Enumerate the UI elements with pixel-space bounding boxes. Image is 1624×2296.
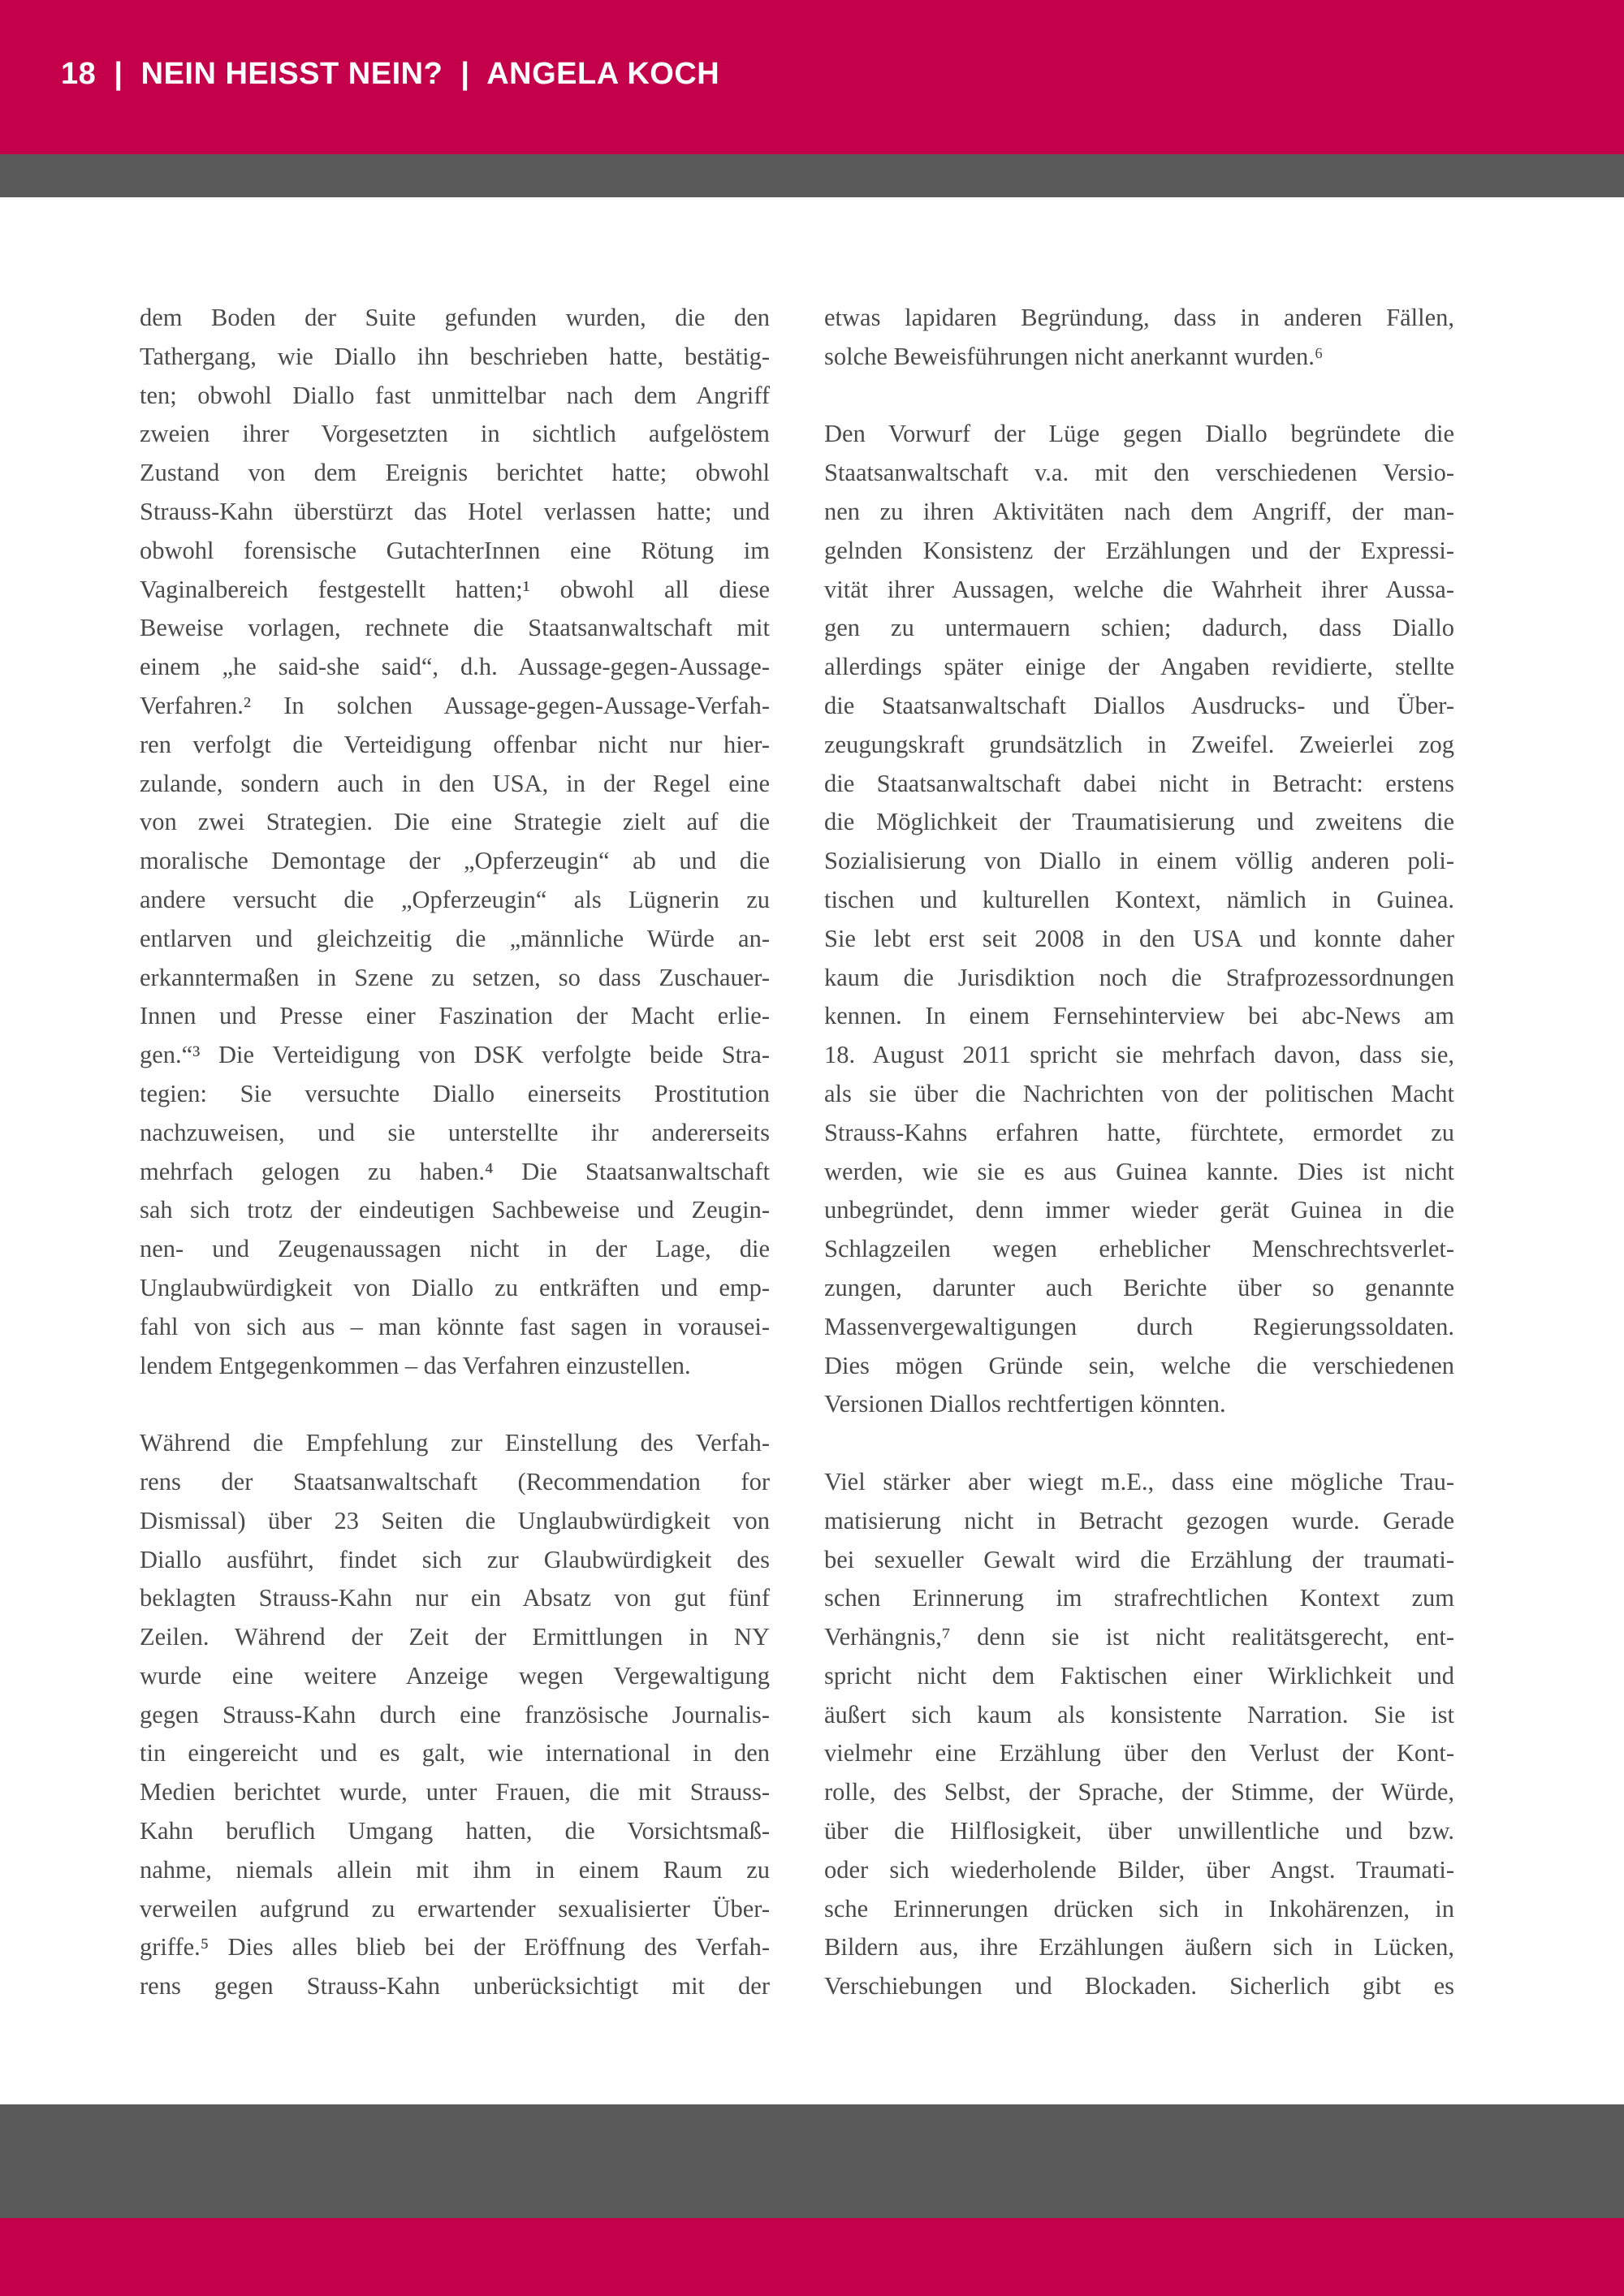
- text-line: kaum die Jurisdiktion noch die Strafprozessordnungen: [824, 963, 1454, 991]
- text-line: Strauss-Kahns erfahren hatte, fürchtete, ermordet zu: [824, 1118, 1454, 1146]
- text-line: spricht nicht dem Faktischen einer Wirklichkeit und: [824, 1661, 1454, 1690]
- text-line: die Staatsanwaltschaft dabei nicht in Betracht: erstens: [824, 769, 1454, 797]
- text-line: entlarven und gleichzeitig die „männliche Würde an-: [140, 924, 770, 952]
- text-line: Sozialisierung von Diallo in einem völlig anderen poli-: [824, 847, 1454, 875]
- text-line: Zeilen. Während der Zeit der Ermittlungen in NY: [140, 1623, 770, 1651]
- text-line: allerdings später einige der Angaben revidierte, stellte: [824, 653, 1454, 681]
- text-line: schen Erinnerung im strafrechtlichen Kontext zum: [824, 1584, 1454, 1612]
- text-line: ren verfolgt die Verteidigung offenbar nicht nur hier-: [140, 730, 770, 758]
- text-line: Schlagzeilen wegen erheblicher Menschrechtsverlet-: [824, 1235, 1454, 1263]
- footer-band: [0, 2218, 1624, 2296]
- text-line: mehrfach gelogen zu haben.⁴ Die Staatsanwaltschaft: [140, 1157, 770, 1185]
- text-line: Massenvergewaltigungen durch Regierungssoldaten.: [824, 1312, 1454, 1340]
- text-line: nahme, niemals allein mit ihm in einem Raum zu: [140, 1855, 770, 1884]
- text-line: sah sich trotz der eindeutigen Sachbeweise und Zeugin-: [140, 1196, 770, 1224]
- text-line: Viel stärker aber wiegt m.E., dass eine mögliche Trau-: [824, 1467, 1454, 1495]
- text-line: die Staatsanwaltschaft Diallos Ausdrucks- und Über-: [824, 691, 1454, 719]
- text-line: andere versucht die „Opferzeugin“ als Lügnerin zu: [140, 885, 770, 913]
- text-line: nen- und Zeugenaussagen nicht in der Lage, die: [140, 1235, 770, 1263]
- text-line: kennen. In einem Fernsehinterview bei abc-News am: [824, 1002, 1454, 1030]
- text-line: zeugungskraft grundsätzlich in Zweifel. Zweierlei zog: [824, 730, 1454, 758]
- text-line: sche Erinnerungen drücken sich in Inkohärenzen, in: [824, 1894, 1454, 1923]
- text-line: Tathergang, wie Diallo ihn beschrieben hatte, bestätig-: [140, 342, 770, 370]
- left-text-column: [140, 299, 770, 2045]
- text-line: solche Beweisführungen nicht anerkannt wurden.⁶: [824, 342, 1324, 370]
- text-line: etwas lapidaren Begründung, dass in anderen Fällen,: [824, 304, 1454, 331]
- text-line: über die Hilflosigkeit, über unwillentliche und bzw.: [824, 1817, 1454, 1845]
- text-line: zungen, darunter auch Berichte über so genannte: [824, 1273, 1454, 1301]
- right-text-column: [824, 299, 1454, 2045]
- text-line: Bildern aus, ihre Erzählungen äußern sich in Lücken,: [824, 1933, 1454, 1962]
- text-line: werden, wie sie es aus Guinea kannte. Dies ist nicht: [824, 1157, 1454, 1185]
- text-line: äußert sich kaum als konsistente Narration. Sie ist: [824, 1700, 1454, 1728]
- text-line: unbegründet, denn immer wieder gerät Guinea in die: [824, 1196, 1454, 1224]
- text-line: Dies mögen Gründe sein, welche die verschiedenen: [824, 1351, 1454, 1379]
- text-line: Innen und Presse einer Faszination der Macht erlie-: [140, 1002, 770, 1030]
- text-line: als sie über die Nachrichten von der politischen Macht: [824, 1079, 1454, 1107]
- running-header: 18 | NEIN HEISST NEIN? | ANGELA KOCH: [61, 57, 720, 91]
- text-line: Verfahren.² In solchen Aussage-gegen-Aussage-Verfah-: [140, 691, 770, 719]
- text-line: matisierung nicht in Betracht gezogen wurde. Gerade: [824, 1506, 1454, 1534]
- text-line: von zwei Strategien. Die eine Strategie zielt auf die: [140, 808, 770, 836]
- text-line: wurde eine weitere Anzeige wegen Vergewaltigung: [140, 1661, 770, 1690]
- text-line: vität ihrer Aussagen, welche die Wahrheit ihrer Aussa-: [824, 575, 1454, 603]
- paragraph: [140, 299, 770, 1385]
- text-line: Vaginalbereich festgestellt hatten;¹ obwohl all diese: [140, 575, 770, 603]
- text-line: einem „he said-she said“, d.h. Aussage-gegen-Aussage-: [140, 653, 770, 681]
- text-line: bei sexueller Gewalt wird die Erzählung der traumati-: [824, 1545, 1454, 1573]
- header-stripe: [0, 154, 1624, 197]
- text-line: dem Boden der Suite gefunden wurden, die den: [140, 304, 770, 331]
- text-line: Verschiebungen und Blockaden. Sicherlich gibt es: [824, 1972, 1454, 2000]
- paragraph: [824, 299, 1454, 377]
- text-line: Strauss-Kahn überstürzt das Hotel verlassen hatte; und: [140, 497, 770, 525]
- text-line: fahl von sich aus – man könnte fast sagen in vorausei-: [140, 1312, 770, 1340]
- text-line: Verhängnis,⁷ denn sie ist nicht realitätsgerecht, ent-: [824, 1623, 1454, 1651]
- text-line: Sie lebt erst seit 2008 in den USA und konnte daher: [824, 924, 1454, 952]
- text-line: Staatsanwaltschaft v.a. mit den verschiedenen Versio-: [824, 459, 1454, 487]
- text-line: Dismissal) über 23 Seiten die Unglaubwürdigkeit von: [140, 1506, 770, 1534]
- text-line: Versionen Diallos rechtfertigen könnten.: [824, 1390, 1226, 1418]
- text-line: Unglaubwürdigkeit von Diallo zu entkräften und emp-: [140, 1273, 770, 1301]
- text-line: Kahn beruflich Umgang hatten, die Vorsichtsmaß-: [140, 1817, 770, 1845]
- text-line: gegen Strauss-Kahn durch eine französische Journalis-: [140, 1700, 770, 1728]
- text-line: nachzuweisen, und sie unterstellte ihr andererseits: [140, 1118, 770, 1146]
- text-line: die Möglichkeit der Traumatisierung und zweitens die: [824, 808, 1454, 836]
- paragraph: [824, 1463, 1454, 2006]
- footer-stripe: [0, 2104, 1624, 2218]
- text-line: erkanntermaßen in Szene zu setzen, so dass Zuschauer-: [140, 963, 770, 991]
- text-line: oder sich wiederholende Bilder, über Angst. Traumati-: [824, 1855, 1454, 1884]
- text-line: Diallo ausführt, findet sich zur Glaubwürdigkeit des: [140, 1545, 770, 1573]
- text-line: obwohl forensische GutachterInnen eine Rötung im: [140, 536, 770, 564]
- text-line: nen zu ihren Aktivitäten nach dem Angriff, der man-: [824, 497, 1454, 525]
- text-line: rens der Staatsanwaltschaft (Recommendation for: [140, 1467, 770, 1495]
- text-line: tegien: Sie versuchte Diallo einerseits Prostitution: [140, 1079, 770, 1107]
- text-line: zweien ihrer Vorgesetzten in sichtlich aufgelöstem: [140, 420, 770, 448]
- text-line: rolle, des Selbst, der Sprache, der Stimme, der Würde,: [824, 1778, 1454, 1806]
- text-line: Den Vorwurf der Lüge gegen Diallo begründete die: [824, 420, 1454, 448]
- text-line: rens gegen Strauss-Kahn unberücksichtigt mit der: [140, 1972, 770, 2000]
- text-line: moralische Demontage der „Opferzeugin“ ab und die: [140, 847, 770, 875]
- text-line: ten; obwohl Diallo fast unmittelbar nach dem Angriff: [140, 381, 770, 409]
- text-line: gen.“³ Die Verteidigung von DSK verfolgte beide Stra-: [140, 1041, 770, 1069]
- text-line: Zustand von dem Ereignis berichtet hatte; obwohl: [140, 459, 770, 487]
- text-line: vielmehr eine Erzählung über den Verlust der Kont-: [824, 1739, 1454, 1767]
- paragraph: [140, 1424, 770, 2006]
- text-line: griffe.⁵ Dies alles blieb bei der Eröffnung des Verfah-: [140, 1933, 770, 1962]
- text-line: gen zu untermauern schien; dadurch, dass Diallo: [824, 614, 1454, 642]
- paragraph: [824, 415, 1454, 1424]
- text-line: lendem Entgegenkommen – das Verfahren einzustellen.: [140, 1351, 691, 1379]
- text-line: Beweise vorlagen, rechnete die Staatsanwaltschaft mit: [140, 614, 770, 642]
- text-line: gelnden Konsistenz der Erzählungen und der Expressi-: [824, 536, 1454, 564]
- text-line: Medien berichtet wurde, unter Frauen, die mit Strauss-: [140, 1778, 770, 1806]
- text-line: tin eingereicht und es galt, wie international in den: [140, 1739, 770, 1767]
- text-line: zulande, sondern auch in den USA, in der Regel eine: [140, 769, 770, 797]
- text-line: Während die Empfehlung zur Einstellung des Verfah-: [140, 1429, 770, 1457]
- text-line: verweilen aufgrund zu erwartender sexualisierter Über-: [140, 1894, 770, 1923]
- text-line: tischen und kulturellen Kontext, nämlich in Guinea.: [824, 885, 1454, 913]
- text-line: 18. August 2011 spricht sie mehrfach davon, dass sie,: [824, 1041, 1454, 1069]
- text-line: beklagten Strauss-Kahn nur ein Absatz von gut fünf: [140, 1584, 770, 1612]
